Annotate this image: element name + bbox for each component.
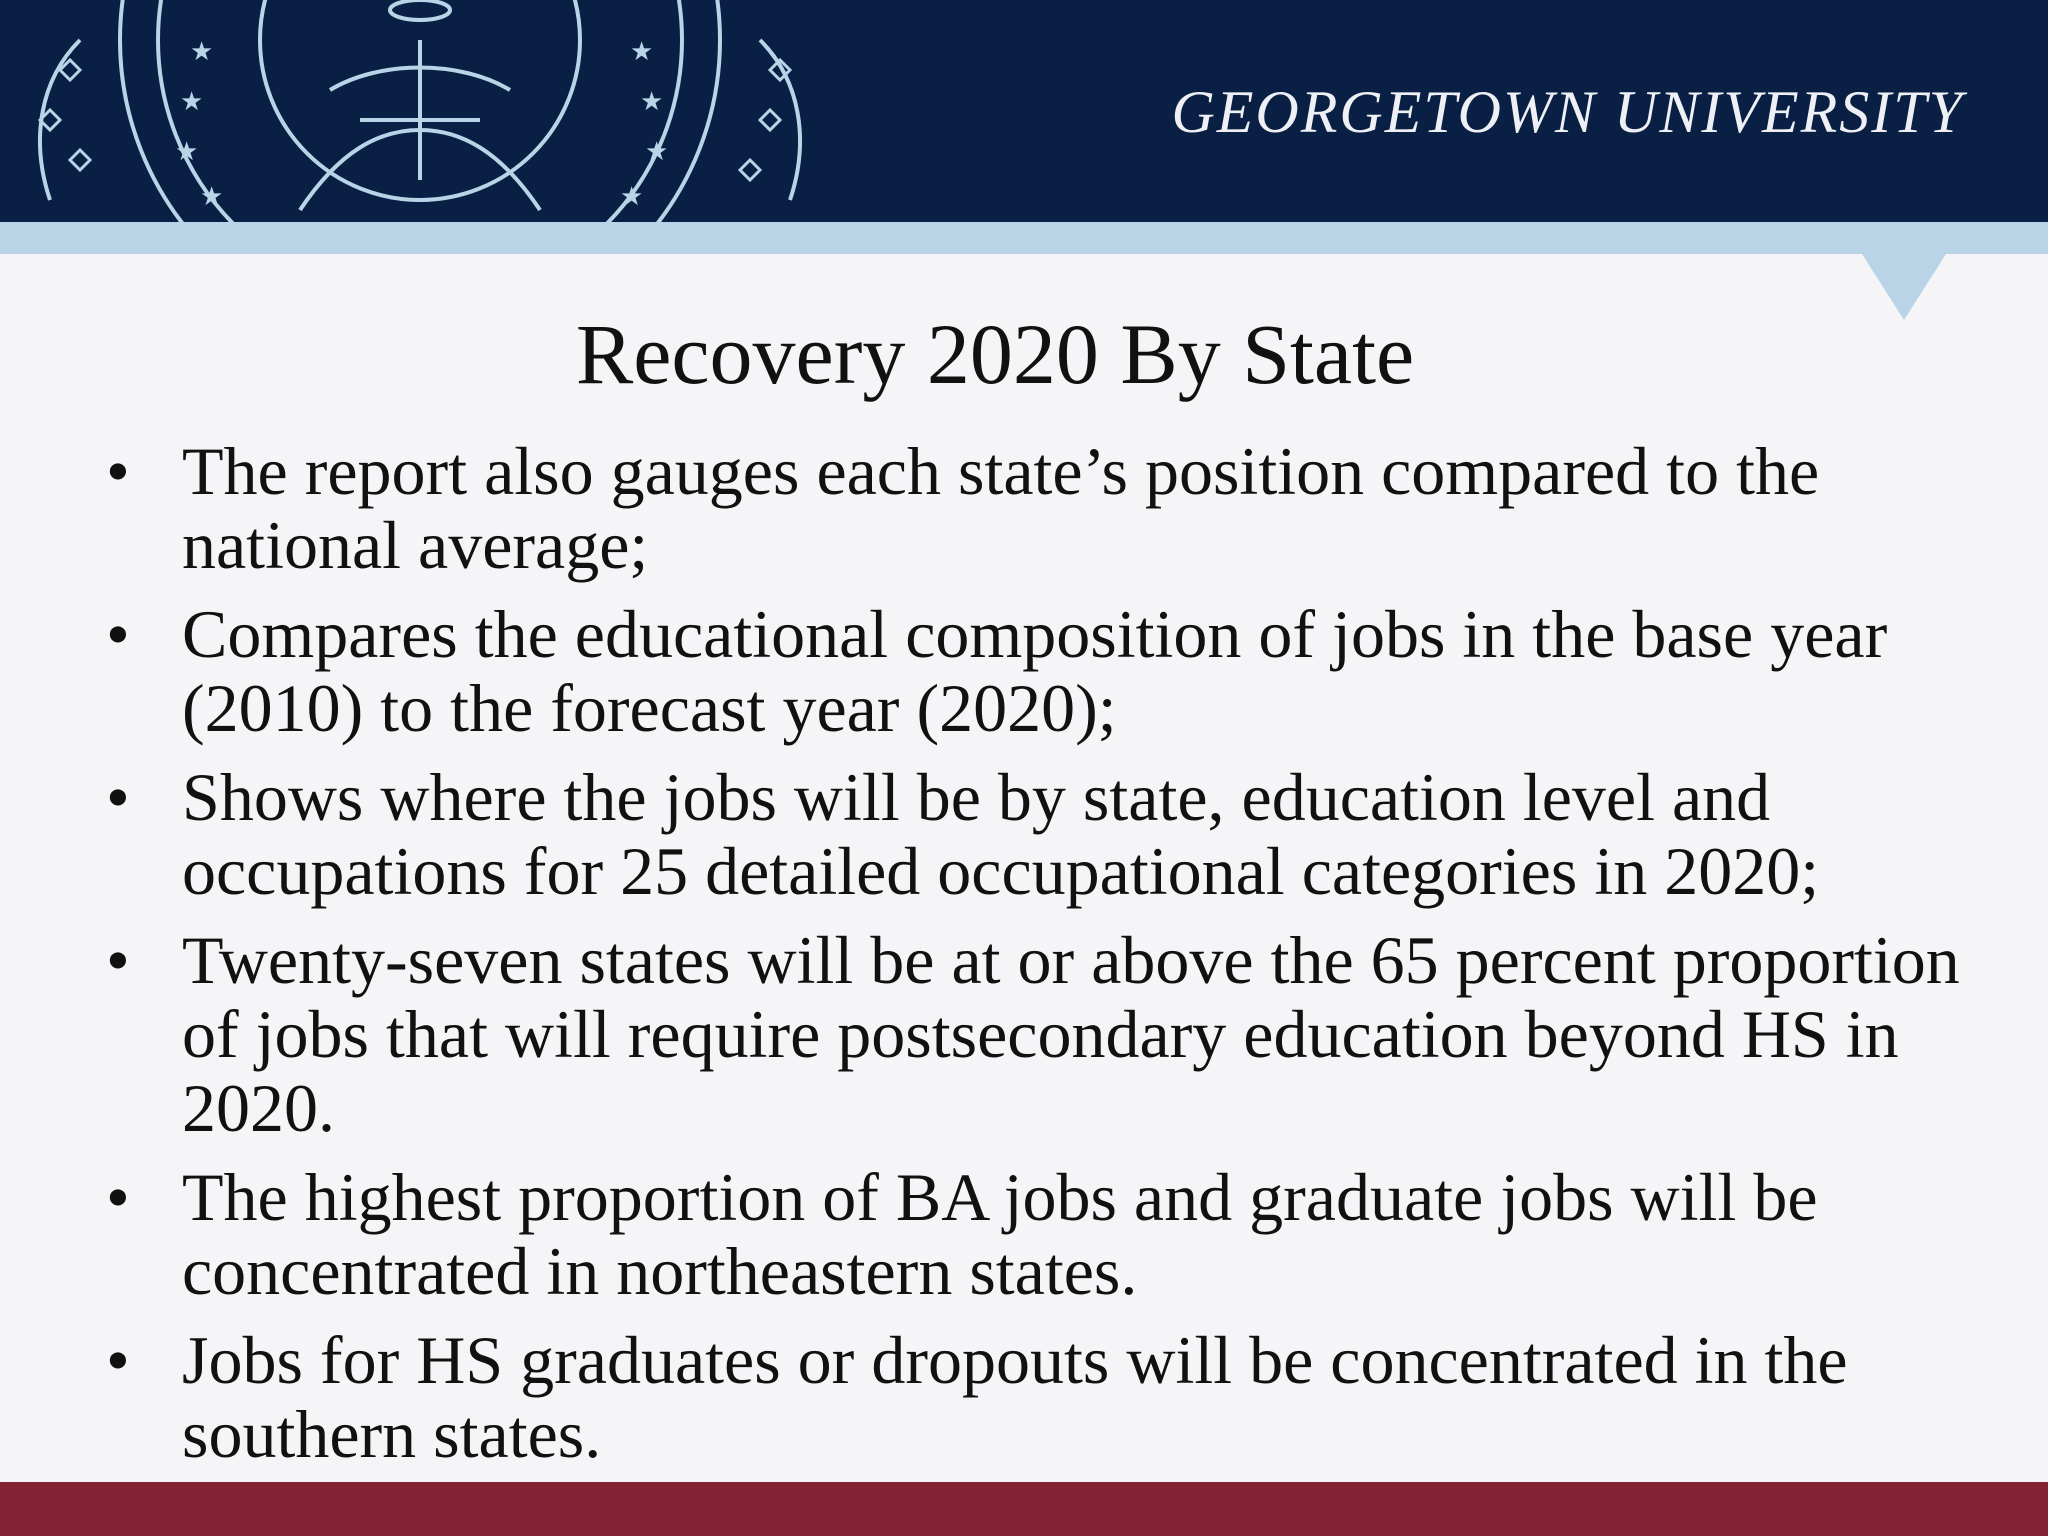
- bullet-text: Jobs for HS graduates or dropouts will be concentrated in the southern states.: [182, 1322, 1848, 1472]
- svg-text:★: ★: [630, 37, 654, 67]
- university-wordmark: GEORGETOWN UNIVERSITY: [1171, 79, 1964, 145]
- svg-text:★: ★: [190, 37, 214, 67]
- bullet-list: [96, 434, 1996, 1486]
- svg-text:★: ★: [620, 182, 644, 212]
- bullet-text: Compares the educational composition of jobs in the base year (2010) to the forecast year (2020);: [182, 596, 1888, 746]
- svg-text:★: ★: [640, 87, 664, 117]
- bullet-item: [96, 1160, 1996, 1308]
- bullet-text: The highest proportion of BA jobs and graduate jobs will be concentrated in northeastern states.: [182, 1159, 1818, 1309]
- accent-stripe: [0, 222, 2048, 254]
- svg-text:★: ★: [200, 182, 224, 212]
- footer-bar: [0, 1482, 2048, 1536]
- bullet-marker: •: [106, 596, 130, 672]
- bullet-item: [96, 597, 1996, 745]
- bullet-item: [96, 760, 1996, 908]
- university-seal-emblem: [0, 0, 840, 222]
- bullet-text: Twenty-seven states will be at or above the 65 percent proportion of jobs that will require postsecondary education beyond HS in 2020.: [182, 922, 1960, 1146]
- svg-text:★: ★: [175, 137, 199, 167]
- bullet-text: The report also gauges each state’s position compared to the national average;: [182, 433, 1820, 583]
- header-banner: [0, 0, 2048, 222]
- svg-text:★: ★: [180, 87, 204, 117]
- bullet-item: [96, 434, 1996, 582]
- bullet-marker: •: [106, 922, 130, 998]
- bullet-text: Shows where the jobs will be by state, education level and occupations for 25 detailed occupational categories in 2020;: [182, 759, 1820, 909]
- svg-text:★: ★: [645, 137, 669, 167]
- bullet-item: [96, 1323, 1996, 1471]
- bullet-item: [96, 923, 1996, 1145]
- bullet-marker: •: [106, 759, 130, 835]
- slide-title: Recovery 2020 By State: [575, 306, 1415, 402]
- bullet-marker: •: [106, 1159, 130, 1235]
- bullet-marker: •: [106, 433, 130, 509]
- bullet-marker: •: [106, 1322, 130, 1398]
